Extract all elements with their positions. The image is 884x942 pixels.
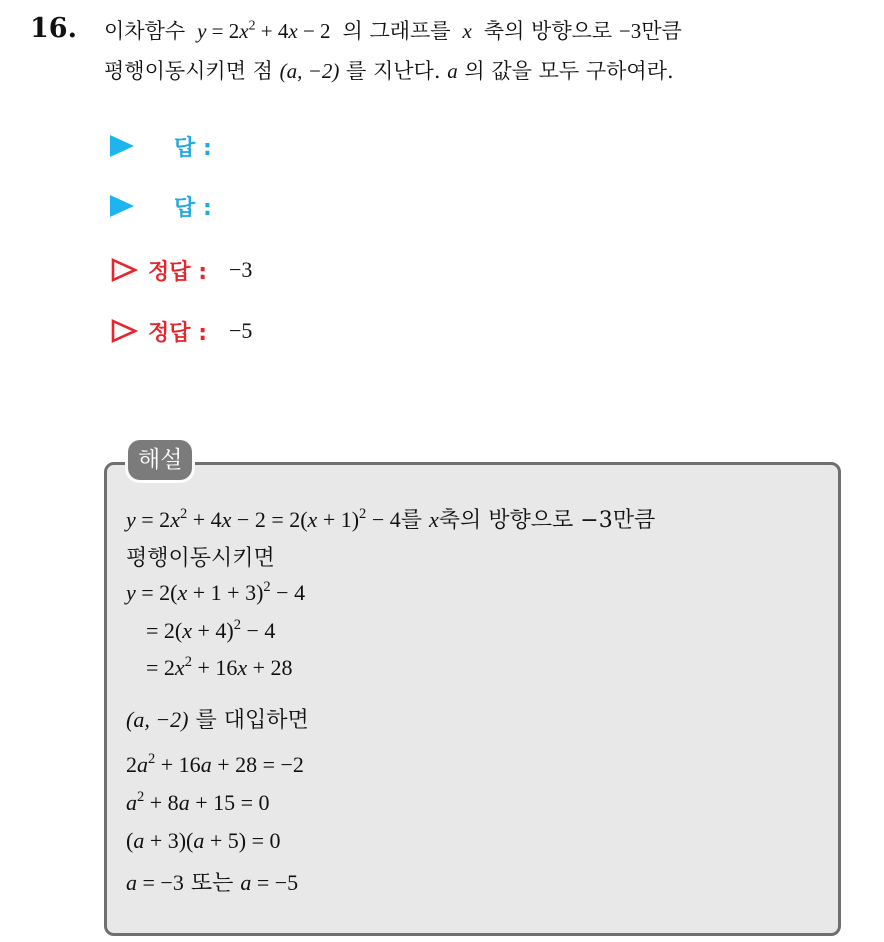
explanation-line-8: $a^2 + 8a + 15 = 0$ [126, 789, 270, 815]
play-triangle-icon [110, 195, 134, 217]
answer-row[interactable] [110, 188, 212, 224]
correct-answer-label: 정답 : [148, 320, 207, 346]
answer-row[interactable] [110, 128, 212, 164]
answer-label: 답 : [174, 135, 212, 161]
question-translate-text: 평행이동시키면 점 [104, 59, 273, 83]
explanation-line-4: = $2(x + 4)^2 - 4$ [146, 617, 276, 643]
correct-answer-row [110, 252, 252, 288]
question-ask-text: 의 값을 모두 구하여라. [464, 59, 674, 83]
question-line-1 [104, 15, 682, 45]
question-x-variable: x [457, 19, 478, 43]
question-function-formula: $y = 2x^2 + 4x - 2$ [197, 17, 336, 43]
answer-label: 답 : [174, 195, 212, 221]
question-shift-value: −3 [618, 19, 642, 43]
explanation-tab: 해설 [128, 440, 192, 480]
explanation-line-9: (a + 3)(a + 5) = 0 [126, 828, 281, 853]
question-graph-text: 의 그래프를 [342, 19, 451, 43]
question-passes-text: 를 지난다. [346, 59, 441, 83]
explanation-line-10: a = −3 또는 a = −5 [126, 870, 299, 896]
explanation-point: (a, −2) [126, 707, 189, 732]
explanation-line-3: $y = 2(x + 1 + 3)^2 - 4$ [126, 579, 306, 605]
question-point: (a, −2) [279, 59, 340, 83]
question-amount-text: 만큼 [641, 19, 682, 43]
question-axis-text: 축의 방향으로 [483, 19, 613, 43]
outline-triangle-icon [110, 318, 138, 344]
play-triangle-icon [110, 135, 134, 157]
correct-answer-row [110, 313, 252, 349]
correct-answer-value: −3 [229, 257, 253, 282]
explanation-line-5: = $2x^2 + 16x + 28$ [146, 654, 293, 680]
explanation-x-variable: x [429, 507, 439, 532]
explanation-axis-text: 축의 방향으로 −3만큼 [438, 508, 656, 533]
explanation-line-1: $y = 2x^2 + 4x - 2 = 2(x + 1)^2 - 4$를 x축의 방향으로 −3만큼 [126, 506, 656, 533]
question-a-variable: a [447, 59, 458, 83]
question-number: 16. [30, 13, 77, 44]
explanation-line-6: (a, −2) 를 대입하면 [126, 707, 309, 733]
question-line-2 [104, 55, 674, 85]
correct-answer-label: 정답 : [148, 259, 207, 285]
explanation-line-2: 평행이동시키면 [126, 546, 275, 571]
outline-triangle-icon [110, 257, 138, 283]
explanation-vertex-form: $y = 2x^2 + 4x - 2 = 2(x + 1)^2 - 4$ [126, 506, 401, 532]
explanation-line-7: $2a^2 + 16a + 28 = -2$ [126, 751, 304, 777]
question-prefix: 이차함수 [104, 19, 186, 43]
correct-answer-value: −5 [229, 318, 253, 343]
